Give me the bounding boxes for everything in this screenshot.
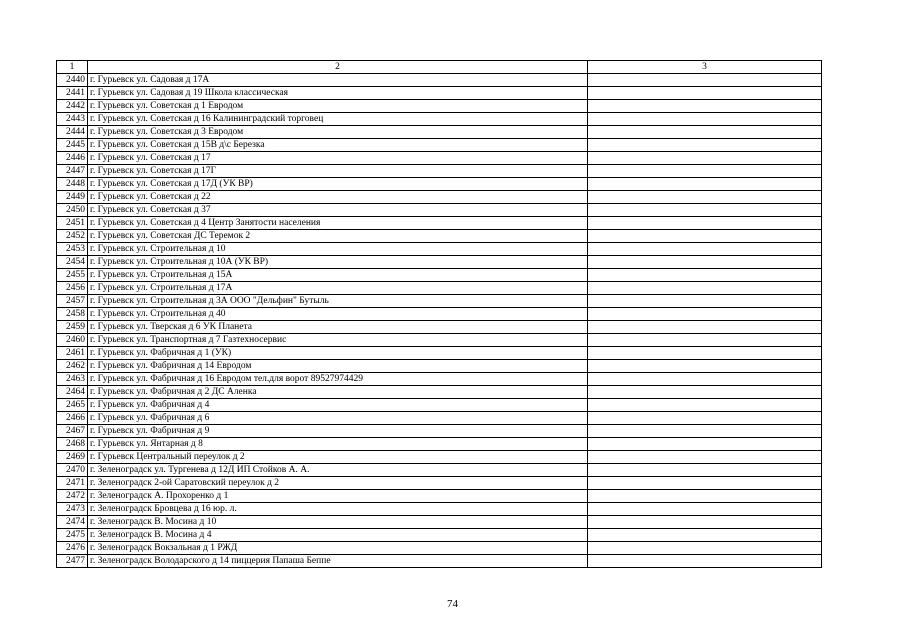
note-cell bbox=[588, 191, 822, 204]
row-number-cell: 2440 bbox=[57, 74, 88, 87]
address-cell: г. Гурьевск ул. Советская д 16 Калининградский торговец bbox=[88, 113, 588, 126]
address-cell: г. Зеленоградск А. Прохоренко д 1 bbox=[88, 490, 588, 503]
note-cell bbox=[588, 438, 822, 451]
address-cell: г. Гурьевск ул. Транспортная д 7 Газтехносервис bbox=[88, 334, 588, 347]
table-row bbox=[57, 399, 822, 412]
row-number-cell: 2446 bbox=[57, 152, 88, 165]
note-cell bbox=[588, 412, 822, 425]
note-cell bbox=[588, 165, 822, 178]
row-number-cell: 2453 bbox=[57, 243, 88, 256]
address-cell: г. Зеленоградск ул. Тургенева д 12Д ИП Стойков А. А. bbox=[88, 464, 588, 477]
address-cell: г. Гурьевск ул. Строительная д 10 bbox=[88, 243, 588, 256]
table-row bbox=[57, 269, 822, 282]
table-row bbox=[57, 126, 822, 139]
row-number-cell: 2457 bbox=[57, 295, 88, 308]
note-cell bbox=[588, 74, 822, 87]
note-cell bbox=[588, 87, 822, 100]
row-number-cell: 2452 bbox=[57, 230, 88, 243]
table-row bbox=[57, 152, 822, 165]
table-row bbox=[57, 451, 822, 464]
address-cell: г. Гурьевск ул. Строительная д 10А (УК ВР) bbox=[88, 256, 588, 269]
page-number: 74 bbox=[447, 598, 458, 610]
note-cell bbox=[588, 542, 822, 555]
note-cell bbox=[588, 321, 822, 334]
row-number-cell: 2444 bbox=[57, 126, 88, 139]
address-cell: г. Гурьевск ул. Фабричная д 6 bbox=[88, 412, 588, 425]
table-row bbox=[57, 529, 822, 542]
row-number-cell: 2449 bbox=[57, 191, 88, 204]
table-row bbox=[57, 139, 822, 152]
address-cell: г. Гурьевск ул. Советская д 37 bbox=[88, 204, 588, 217]
table-row bbox=[57, 542, 822, 555]
note-cell bbox=[588, 204, 822, 217]
address-cell: г. Гурьевск ул. Советская д 1 Евродом bbox=[88, 100, 588, 113]
table-row bbox=[57, 74, 822, 87]
row-number-cell: 2454 bbox=[57, 256, 88, 269]
note-cell bbox=[588, 360, 822, 373]
note-cell bbox=[588, 139, 822, 152]
note-cell bbox=[588, 386, 822, 399]
row-number-cell: 2447 bbox=[57, 165, 88, 178]
row-number-cell: 2466 bbox=[57, 412, 88, 425]
table-row bbox=[57, 516, 822, 529]
table-row bbox=[57, 282, 822, 295]
address-cell: г. Гурьевск ул. Янтарная д 8 bbox=[88, 438, 588, 451]
note-cell bbox=[588, 555, 822, 568]
note-cell bbox=[588, 503, 822, 516]
table-row bbox=[57, 256, 822, 269]
table-row bbox=[57, 100, 822, 113]
address-cell: г. Зеленоградск В. Мосина д 10 bbox=[88, 516, 588, 529]
row-number-cell: 2465 bbox=[57, 399, 88, 412]
row-number-cell: 2456 bbox=[57, 282, 88, 295]
address-cell: г. Гурьевск ул. Строительная д 17А bbox=[88, 282, 588, 295]
row-number-cell: 2445 bbox=[57, 139, 88, 152]
table-row bbox=[57, 243, 822, 256]
note-cell bbox=[588, 152, 822, 165]
table-row bbox=[57, 295, 822, 308]
note-cell bbox=[588, 282, 822, 295]
table-row bbox=[57, 425, 822, 438]
row-number-cell: 2459 bbox=[57, 321, 88, 334]
table-row bbox=[57, 438, 822, 451]
row-number-cell: 2471 bbox=[57, 477, 88, 490]
address-cell: г. Гурьевск ул. Строительная д 15А bbox=[88, 269, 588, 282]
note-cell bbox=[588, 347, 822, 360]
note-cell bbox=[588, 295, 822, 308]
table-row bbox=[57, 165, 822, 178]
note-cell bbox=[588, 100, 822, 113]
address-cell: г. Зеленоградск Бровцева д 16 юр. л. bbox=[88, 503, 588, 516]
row-number-cell: 2461 bbox=[57, 347, 88, 360]
address-cell: г. Гурьевск ул. Советская д 4 Центр Занятости населения bbox=[88, 217, 588, 230]
note-cell bbox=[588, 425, 822, 438]
table-row bbox=[57, 308, 822, 321]
table-row bbox=[57, 555, 822, 568]
row-number-cell: 2476 bbox=[57, 542, 88, 555]
table-row bbox=[57, 87, 822, 100]
row-number-cell: 2475 bbox=[57, 529, 88, 542]
row-number-cell: 2477 bbox=[57, 555, 88, 568]
table-row bbox=[57, 347, 822, 360]
table-row bbox=[57, 490, 822, 503]
row-number-cell: 2460 bbox=[57, 334, 88, 347]
address-cell: г. Гурьевск ул. Фабричная д 16 Евродом тел.для ворот 89527974429 bbox=[88, 373, 588, 386]
header-row bbox=[57, 61, 822, 74]
table-row bbox=[57, 477, 822, 490]
note-cell bbox=[588, 464, 822, 477]
header-cell-3: 3 bbox=[588, 61, 822, 74]
address-table bbox=[56, 60, 822, 568]
address-cell: г. Гурьевск ул. Советская д 17Д (УК ВР) bbox=[88, 178, 588, 191]
row-number-cell: 2463 bbox=[57, 373, 88, 386]
row-number-cell: 2469 bbox=[57, 451, 88, 464]
table-row bbox=[57, 464, 822, 477]
address-cell: г. Зеленоградск Володарского д 14 пиццерия Папаша Беппе bbox=[88, 555, 588, 568]
row-number-cell: 2468 bbox=[57, 438, 88, 451]
note-cell bbox=[588, 113, 822, 126]
table-row bbox=[57, 373, 822, 386]
table-row bbox=[57, 204, 822, 217]
address-cell: г. Гурьевск ул. Строительная д 40 bbox=[88, 308, 588, 321]
address-cell: г. Зеленоградск 2-ой Саратовский переулок д 2 bbox=[88, 477, 588, 490]
table-row bbox=[57, 230, 822, 243]
note-cell bbox=[588, 334, 822, 347]
table-row bbox=[57, 217, 822, 230]
row-number-cell: 2464 bbox=[57, 386, 88, 399]
note-cell bbox=[588, 490, 822, 503]
table-row bbox=[57, 321, 822, 334]
address-cell: г. Гурьевск ул. Садовая д 17А bbox=[88, 74, 588, 87]
address-cell: г. Гурьевск ул. Фабричная д 2 ДС Аленка bbox=[88, 386, 588, 399]
address-cell: г. Гурьевск ул. Фабричная д 9 bbox=[88, 425, 588, 438]
header-cell-1: 1 bbox=[57, 61, 88, 74]
row-number-cell: 2473 bbox=[57, 503, 88, 516]
note-cell bbox=[588, 217, 822, 230]
address-cell: г. Гурьевск ул. Советская д 22 bbox=[88, 191, 588, 204]
address-cell: г. Гурьевск ул. Фабричная д 14 Евродом bbox=[88, 360, 588, 373]
row-number-cell: 2474 bbox=[57, 516, 88, 529]
header-cell-2: 2 bbox=[88, 61, 588, 74]
address-cell: г. Гурьевск ул. Советская ДС Теремок 2 bbox=[88, 230, 588, 243]
note-cell bbox=[588, 477, 822, 490]
note-cell bbox=[588, 126, 822, 139]
note-cell bbox=[588, 399, 822, 412]
table-row bbox=[57, 191, 822, 204]
table-row bbox=[57, 412, 822, 425]
note-cell bbox=[588, 516, 822, 529]
row-number-cell: 2450 bbox=[57, 204, 88, 217]
row-number-cell: 2472 bbox=[57, 490, 88, 503]
note-cell bbox=[588, 178, 822, 191]
address-cell: г. Гурьевск ул. Советская д 17Г bbox=[88, 165, 588, 178]
note-cell bbox=[588, 269, 822, 282]
address-cell: г. Зеленоградск В. Мосина д 4 bbox=[88, 529, 588, 542]
row-number-cell: 2441 bbox=[57, 87, 88, 100]
address-cell: г. Гурьевск Центральный переулок д 2 bbox=[88, 451, 588, 464]
address-cell: г. Гурьевск ул. Садовая д 19 Школа классическая bbox=[88, 87, 588, 100]
row-number-cell: 2470 bbox=[57, 464, 88, 477]
note-cell bbox=[588, 256, 822, 269]
note-cell bbox=[588, 243, 822, 256]
note-cell bbox=[588, 451, 822, 464]
address-cell: г. Зеленоградск Вокзальная д 1 РЖД bbox=[88, 542, 588, 555]
table-row bbox=[57, 334, 822, 347]
note-cell bbox=[588, 230, 822, 243]
address-cell: г. Гурьевск ул. Советская д 15В д\с Березка bbox=[88, 139, 588, 152]
address-cell: г. Гурьевск ул. Советская д 17 bbox=[88, 152, 588, 165]
table-row bbox=[57, 113, 822, 126]
address-cell: г. Гурьевск ул. Фабричная д 1 (УК) bbox=[88, 347, 588, 360]
row-number-cell: 2451 bbox=[57, 217, 88, 230]
row-number-cell: 2458 bbox=[57, 308, 88, 321]
table-row bbox=[57, 178, 822, 191]
row-number-cell: 2455 bbox=[57, 269, 88, 282]
row-number-cell: 2442 bbox=[57, 100, 88, 113]
address-cell: г. Гурьевск ул. Фабричная д 4 bbox=[88, 399, 588, 412]
table-row bbox=[57, 386, 822, 399]
address-cell: г. Гурьевск ул. Тверская д 6 УК Планета bbox=[88, 321, 588, 334]
row-number-cell: 2443 bbox=[57, 113, 88, 126]
table-row bbox=[57, 360, 822, 373]
row-number-cell: 2462 bbox=[57, 360, 88, 373]
address-cell: г. Гурьевск ул. Советская д 3 Евродом bbox=[88, 126, 588, 139]
note-cell bbox=[588, 529, 822, 542]
note-cell bbox=[588, 308, 822, 321]
table-row bbox=[57, 503, 822, 516]
note-cell bbox=[588, 373, 822, 386]
row-number-cell: 2448 bbox=[57, 178, 88, 191]
row-number-cell: 2467 bbox=[57, 425, 88, 438]
address-cell: г. Гурьевск ул. Строительная д 3А ООО "Дельфин" Бутыль bbox=[88, 295, 588, 308]
